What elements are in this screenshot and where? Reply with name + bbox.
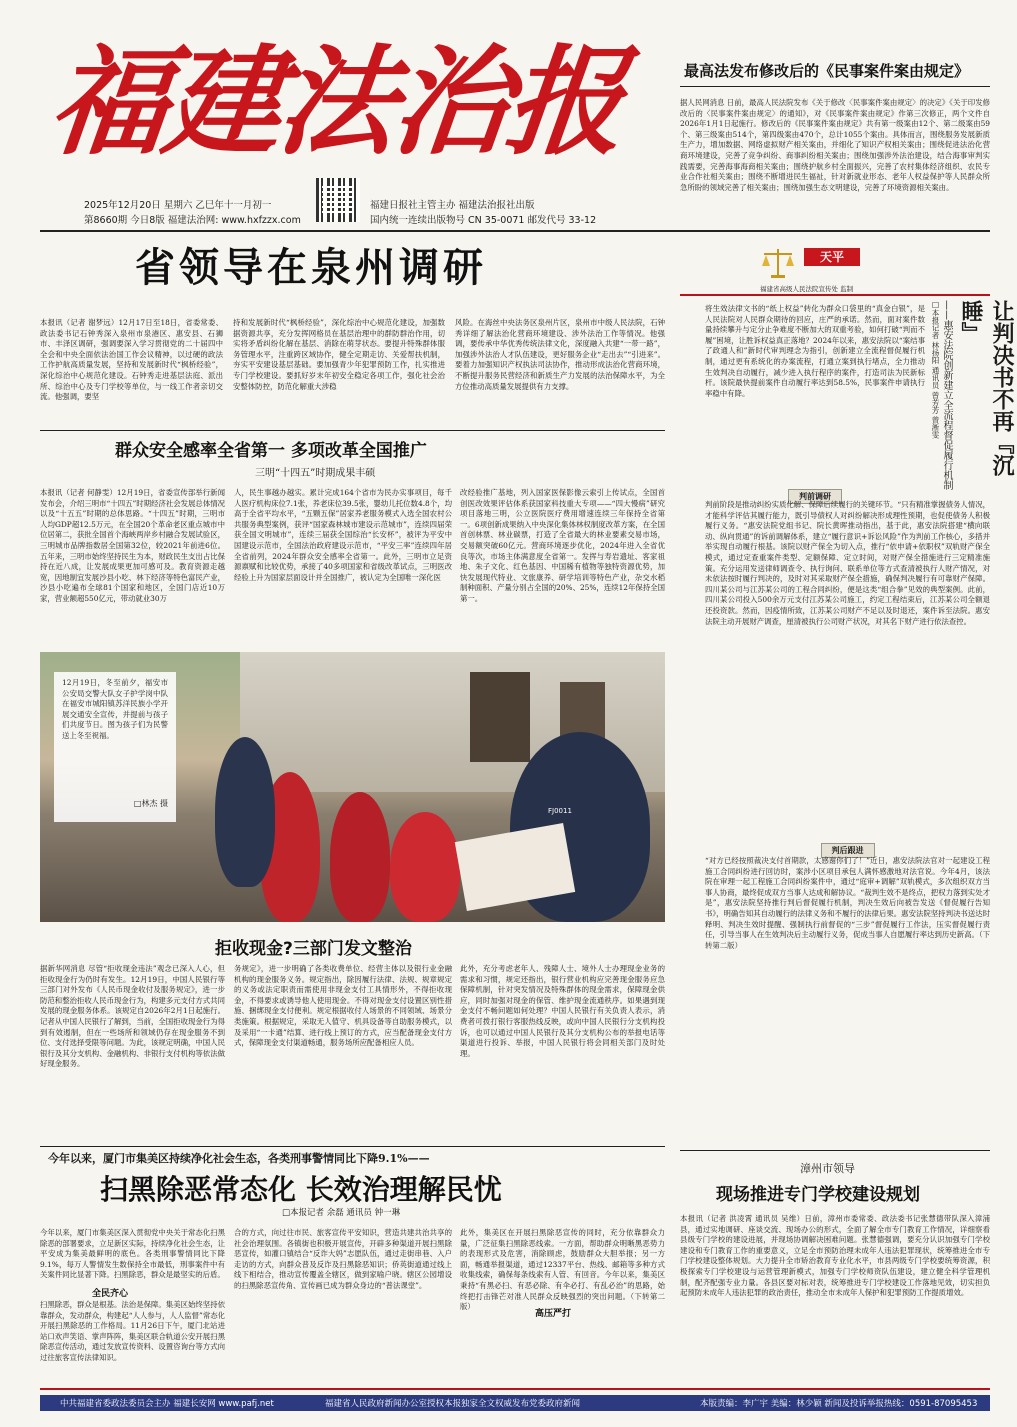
- story4-section2: 高压严打: [535, 1309, 572, 1319]
- story3-title: 拒收现金?三部门发文整治: [215, 939, 412, 959]
- scales-icon: [760, 246, 796, 280]
- story2-title: 群众安全感率全省第一 多项改革全国推广: [115, 441, 427, 461]
- bottom-right-title: 现场推进专门学校建设规划: [716, 1185, 920, 1205]
- lead-col3: 风险。在海丝中央法务区泉州片区，泉州市中级人民法院，石钟秀详细了解法治化营商环境建设、涉外法治工作等情况。他强调，要传承中华优秀传统法律文化，深度融入共建“一带一路”，加强涉外法治人才队伍建设，更好服务企业“走出去”“引进来”。要着力加强知识产权执法司法协作，推动形成法治化营商环境，不断提升服务民营经济和新质生产力发展的法治保障水平，为全方位推动高质量发展提供有力支撑。: [455, 318, 665, 391]
- top-right-body: 据人民网消息 日前，最高人民法院发布《关于修改〈民事案件案由规定〉的决定》《关于印发修改后的〈民事案件案由规定〉的通知》，对《民事案件案由规定》作第三次修正，两个文件自2026年1月1日起施行。修改后的《民事案件案由规定》共有第一级案由12个、第二级案由59个、第三级案由514个，第四级案由470个，总计1055个案由。具体而言，围绕服务发展新质生产力，增加数据、网络虚拟财产相关案由，并细化了知识产权相关案由；围绕促进法治化营商环境建设，完善了竞争纠纷、商事纠纷相关案由；围绕加强涉外法治建设，结合海事审判实践需要，完善海事海商相关案由；围绕护航乡村全面振兴，完善了农村集体经济组织、农民专业合作社相关案由；围绕不断增进民生福祉，针对新就业形态、老年人权益保护等人民群众所急所盼的领域完善了相关案由；围绕加强生态文明建设，完善了环境资源相关案由。: [680, 98, 990, 192]
- photo-badge: FJ0011: [548, 807, 572, 815]
- story4-section1: 全民齐心: [92, 1289, 129, 1299]
- story3-col2: 务规定》，进一步明确了各类收费单位、经营主体以及银行业金融机构的现金服务义务。规定指出，除因履行法律、法规、规章规定的义务或法定职责而需使用非现金支付工具情形外，不得拒收现金，不得要求或诱导他人使用现金。不得对现金支付设置区别性措施、捆绑现金支付便利。规定根据收付人场景的不同领域、场景分类施策。根据规定，采取无人值守、机具设备等自助服务模式，以及采用“一卡通”结算、进行线上预订的方式，应当配备现金支付方式，保障现金支付渠道畅通，服务场所应配备相应人员。: [234, 964, 452, 1048]
- footer-middle: 福建省人民政府新闻办公室授权本报独家全文权威发布党委政府新闻: [325, 1399, 581, 1409]
- story4-kicker: 今年以来，厦门市集美区持续净化社会生态，各类刑事警情同比下降9.1%——: [48, 1152, 430, 1165]
- issue-date: 2025年12月20日 星期六 乙巳年十一月初一: [84, 200, 272, 211]
- footer-left: 中共福建省委政法委员会主办 福建长安网 www.pafj.net: [60, 1399, 274, 1409]
- story3-col3: 此外，充分考虑老年人、残障人士、境外人士办理现金业务的需求和习惯，规定还指出，银行营业机构应完善现金服务应急保障机制，针对突发情况及特殊群体的现金需求，保障现金供应，同时加强对现金的保管、维护现金流通秩序。如果遇到现金支付不畅问题如何处理？中国人民银行有关负责人表示，消费者可拨打银行客服热线反映，或向中国人民银行分支机构投诉，也可以通过中国人民银行及其分支机构公布的举报电话等渠道进行投诉、举报，中国人民银行将会同相关部门及时处理。: [460, 964, 665, 1058]
- photo-caption-box: [54, 672, 176, 822]
- story4-col1: 今年以来，厦门市集美区深入贯彻党中央关于常态化扫黑除恶的部署要求，立足新区实际，持续净化社会生态，让平安成为集美最鲜明的底色。各类刑事警情同比下降9.1%，每万人警情发生数保持全市最低，刑事案件中有关案件同比显著下降。扫黑除恶，群众是最坚实的后盾。: [40, 1228, 225, 1280]
- story4-title: 扫黑除恶常态化 长效治理解民忧: [100, 1173, 502, 1206]
- photo-child: [390, 812, 460, 922]
- photo-police-officer: [215, 737, 275, 887]
- footer-right: 本版责编：李广宇 美编：林少颖 新闻及投诉举报热线：0591-87095453: [700, 1399, 978, 1409]
- story2-subtitle: 三明“十四五”时期成果丰硕: [255, 468, 376, 479]
- story4-col3b: [460, 1320, 665, 1372]
- section-tag-pre-judgment: 判前调研: [788, 489, 842, 504]
- story4-byline: □本报记者 余磊 通讯员 钟一琳: [282, 1208, 401, 1218]
- story4-col1b: 扫黑除恶，群众是根基。法治是保障。集美区始终坚持依靠群众，发动群众，构建起“人人参与，人人监督”常态化开展扫黑除恶的工作格局。11月26日下午，厦门北站进站口欢声笑语、掌声阵阵，集美区联合轨道公安开展扫黑除恶宣传活动，通过发放宣传资料、设置咨询台等方式向过往旅客宣传法律知识。: [40, 1300, 225, 1362]
- story2-col3: 改经验推广基地，列入国家医保影像云索引上传试点，全国首创医改效果评估体系获国家科技重大专项——“四大慢病”研究项目落地三明，公立医院医疗费用增速连续三年保持全省第一。6项创新成果纳入中央深化集体林权制度改革方案，在全国首创林票、林业碳票，打造了全省最大的林业要素交易市场，交易额突破60亿元。营商环境逐步优化，2024年进入全省优良等次，市场主体满意度全省第一。发挥与寿岩遗址、客家祖地、朱子文化、红色基因、中国稀有植物等独特资源优势，加快发展现代特业、文旅康养、研学培训等特色产业，杂交水稻制种面积、产量分别占全国的20%、25%，连续12年保持全国第一。: [460, 488, 665, 603]
- masthead-title: 福建法治报: [43, 32, 628, 171]
- photo-caption: 12月19日，冬至前夕，福安市公安局交警大队女子护学岗中队在福安市城阳镇苏洋民族小学开展交通安全宣传，并提前与孩子们共度节日。图为孩子们为民警送上冬至祝福。: [62, 678, 168, 740]
- qr-code-inner: [322, 184, 354, 216]
- news-photo: [40, 652, 665, 922]
- photo-child: [330, 792, 390, 922]
- right-sec1-text: 判前阶段是推动纠纷实质化解、保障后续履行的关键环节。“只有精准掌握债务人情况，才能科学评估其履行能力，既引导债权人对纠纷解决形成理性预期，也促使债务人积极履行义务。“惠安法院党组书记、院长黄晖推动指出，基于此，惠安法院搭建“横向联动、纵向贯通”的诉前调解体系，建立“履行意识+诉讼风险”作为判前工作核心，多措并举实现自动履行根基。该院以财产保全为切入点，推行“依申请+依职权”双轨财产保全模式，通过定查重案件类型、定额保障、定立时间，对财产保全措施进行三定精准施策。充分运用发送律师调查令、执行询问、联系单位等方式查清被执行人财产情况，对未依法按时履行判决的，及时对其采取财产保全措施，确保判决履行有可靠财产保障。四川某公司与江苏某公司的工程合同纠纷，便是这类“组合拳”见效的典型案例。此前，四川某公司投入500余万元支付江苏某公司施工，约定工程结束后，江苏某公司全额退还投资款。然而，因疫情所致，江苏某公司财产不足以及时退还，案件诉至法院。惠安法院主动开展财产调查，厘清被执行公司财产状况，对其名下财产进行依法查控。: [705, 500, 990, 626]
- story4-col3: 此外，集美区在开展扫黑除恶宣传的同时，充分依靠群众力量，广泛征集扫黑除恶线索。一方面，帮助群众明晰黑恶势力的表现形式及危害，消除顾虑，鼓励群众大胆举报；另一方面，畅通举报渠道，通过12337平台、热线、邮箱等多种方式收集线索，确保每条线索有人管、有回音。今年以来，集美区秉持“有黑必扫、有恶必除、有伞必打、有乱必治”的思路，始终把打击锋芒对准人民群众反映强烈的突出问题。（下转第二版）: [460, 1228, 665, 1312]
- story2-col2: 人，民生事越办越实。累计完成164个省市为民办实事项目，每千人医疗机构床位7.1张，养老床位39.5张，婴幼儿托位数4.8个，均高于全省平均水平，“五颗五保”居家养老服务模式入选全国农村公共服务典型案例，获评“国家森林城市建设示范城市”，连续四届荣获全国文明城市”，连续三届获全国综治“长安杯”，被评为平安中国建设示范市，全国法治政府建设示范市，“平安三率”连续四年居全省前列，2024年群众安全感率全省第一。此外，三明市立足资源禀赋和比较优势，承接了40多项国家和省级改革试点，三明医改经验上升为国家层面设计并全国推广，被认定为全国唯一深化医: [234, 488, 452, 582]
- photo-credit: □林杰 摄: [133, 799, 168, 808]
- tianping-sub: 福建省高级人民法院宣传处 监制: [760, 285, 854, 293]
- issue-sponsor: 福建日报社主管主办 福建法治报社出版: [370, 200, 535, 211]
- tianping-logo: 天平: [804, 248, 860, 266]
- section-tag-post-judgment: 判后跟进: [821, 843, 875, 858]
- photo-window: [470, 672, 530, 762]
- issue-cn: 国内统一连续出版物号 CN 35-0071 邮发代号 33-12: [370, 215, 597, 226]
- lead-title: 省领导在泉州调研: [135, 245, 487, 291]
- lead-col1: 本报讯（记者 谢梦远）12月17日至18日，省委常委、政法委书记石钟秀深入泉州市泉港区、惠安县、石狮市、丰泽区调研，强调要深入学习贯彻党的二十届四中全会和中央全面依法治国工作会议精神，以过硬的政法工作护航高质量发展，坚持和发展新时代“枫桥经验”，深化综治中心规范化建设。石钟秀走进基层法庭、派出所、综治中心及专门学校等单位，与一线工作者亲切交流。他强调，要坚: [40, 318, 223, 402]
- issue-number: 第8660期 今日8版 福建法治网: www.hxfzzx.com: [84, 215, 301, 226]
- lead-col2: 持和发展新时代“枫桥经验”，深化综治中心规范化建设，加强数据资源共享，充分发挥网格员在基层治理中的群防群治作用，切实将矛盾纠纷化解在基层、消除在萌芽状态。要提升特殊群体服务管理水平，注重跨区域协作，健全定期走访、关爱帮扶机制，夯实平安建设基层基础。要加强青少年犯罪预防工作，扎实推进专门学校建设。要抓好岁末年初安全稳定各项工作，强化社会治安整体防控，防范化解重大涉稳: [233, 318, 445, 391]
- right-vertical-title: 让判决书不再『沉睡』: [958, 300, 1014, 476]
- bottom-right-kicker: 漳州市领导: [800, 1162, 855, 1175]
- right-vertical-byline: □本报记者 林扬阳 通讯员 曾芳芳 曾淅雯: [931, 300, 940, 439]
- right-intro: 将生效法律文书的“纸上权益”转化为群众口袋里的“真金白银”，是人民法院对人民群众期待的回应，庄严的承诺。然而，面对案件数量持续攀升与定分止争难度不断加大的双重考验，如何打破“判而不履”困境，让胜诉权益真正落地？2024年以来，惠安法院以“案结事了政通人和”新时代审判理念为指引，创新建立全流程督促履行机制，通过更有系统化的办案流程，打通立案到执行堵点，全力推动生效判决自动履行，减少进入执行程序的案件，打造司法为民新标杆。该院最快提前案件自动履行率达到58.5%，民事案件申请执行率稳中有降。: [705, 304, 925, 398]
- story4-col2: 合的方式，向过往市民、旅客宣传平安知识，营造共建共治共享的社会治理氛围。各镇街也积极开展宣传，开辟多种渠道开展扫黑除恶宣传，如灌口镇结合“反诈大妈”志愿队伍，通过走街串巷、入户走访的方式，向群众普及反诈及扫黑除恶知识；侨英街道通过线上线下相结合，推动宣传覆盖全辖区，做到家喻户晓。辖区公园增设的扫黑除恶宣传角、宣传画已成为群众身边的“普法课堂”。: [234, 1228, 452, 1290]
- story3-col1: 据新华网消息 尽管“拒收现金违法”观念已深入人心，但拒收现金行为仍时有发生。12月19日，中国人民银行等三部门对外发布《人民币现金收付及服务规定》，进一步防范和整治拒收人民币现金行为，构建多元支付方式共同发展的现金服务体系。该规定自2026年2月1日起施行。记者从中国人民银行了解到，当前，全国拒收现金行为得到有效遏制，但在一些场所和领域仍存在现金服务不到位、支付选择受限等问题。为此，该规定明确，中国人民银行及其分支机构、金融机构、非银行支付机构等依法做好现金服务。: [40, 964, 225, 1069]
- right-vertical-subtitle: ——惠安法院创新建立全流程督促履行机制: [941, 300, 952, 490]
- story2-col1: 本报讯（记者 何静雯）12月19日，省委宣传部举行新闻发布会，介绍三明市“十四五”时期经济社会发展总体情况以及“十五五”时期的总体思路。“十四五”时期，三明市人均GDP超12.5万元，在全国20个革命老区重点城市中位居第二，获批全国首个海峡两岸乡村融合发展试验区，三明城市品牌指数居全国第32位，较2021年前进6位。五年来，三明市始终坚持民生为本，财政民生支出占比保持在近八成，让发展成果更加可感可及。教育资源走越宽，因地制宜发展沙县小吃、林下经济等特色富民产业，沙县小吃遍布全球81个国家和地区，全国门店近10万家，营业额超550亿元，带动就业30万: [40, 488, 225, 603]
- bottom-right-body: 本报讯（记者 洪凌霄 通讯员 吴维）日前，漳州市委常委、政法委书记张慧德带队深入漳浦县，通过实地调研、座谈交流、现场办公的形式，全面了解全市专门教育工作情况，详细察看县级专门学校的建设进展，并现场协调解决困难问题。张慧德强调，要充分认识加强专门学校建设和专门教育工作的重要意义，立足全市预防治理未成年人违法犯罪现状，统筹推进全市专门学校建设整体规划。大力提升全市矫治教育专业化水平，市县两级专门学校要统筹资源，积极探索专门学校建设与运营管理新模式，加强专门学校师资队伍建设，建立健全科学管理机制，配齐配强专业力量。各县区要对标对表，统筹推进专门学校建设工作落地见效，切实担负起预防未成年人违法犯罪的政治责任，推动全市未成年人保护和犯罪预防工作提质增效。: [680, 1214, 990, 1298]
- top-right-title: 最高法发布修改后的《民事案件案由规定》: [684, 62, 970, 80]
- right-sec2-text: “对方已经按照裁决支付首期款，太感谢你们了！”近日，惠安法院法官对一起建设工程施工合同纠纷进行回访时，案涉小区项目承包人满怀感激地对法官说。今年4月，该法院在审理一起工程施工合同纠纷案件中，通过“庭审+调解”双轨模式，多次组织双方当事人协商，最终促成双方当事人达成和解协议。“裁判生效不是终点，把权力落到实处才是”，惠安法院坚持推行判后督促履行机制，判决生效后向被告发送《督促履行告知书》，明确告知其自动履行的法律义务和不履行的法律后果。惠安法院坚持判决书送达时释明、判决生效时提醒、强制执行前督促的“三步”督促履行工作法，压实督促履行责任，引导当事人在生效判决后主动履行义务，促成当事人自愿履行率达到历史新高。（下转第二版）: [705, 856, 990, 950]
